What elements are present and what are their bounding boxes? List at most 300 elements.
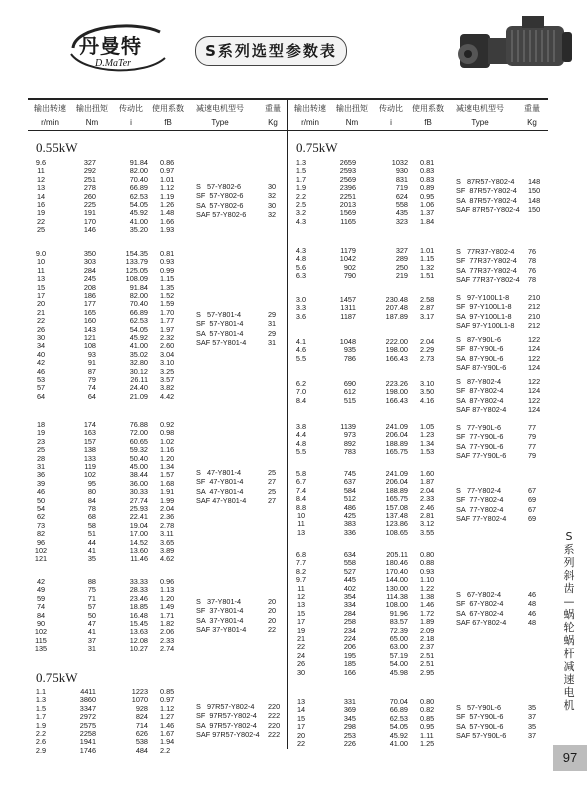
speed-value: 16 (36, 200, 46, 209)
ratio-value: 327 (395, 246, 408, 255)
service-factor-value: 1.12 (160, 183, 175, 193)
header-ratio-right (374, 104, 408, 128)
side-label-char: 蜗 (563, 634, 575, 647)
ratio-value: 70.40 (129, 299, 148, 309)
service-factor-value: 1.26 (160, 200, 175, 209)
ratio-value: 16.48 (129, 610, 148, 620)
speed-value: 22 (296, 642, 306, 652)
torque-value: 425 (343, 511, 356, 520)
speed-value: 1.7 (35, 712, 47, 722)
speed-value: 17 (36, 291, 46, 300)
speed-value: 11 (37, 265, 45, 275)
speed-value: 1.3 (295, 158, 307, 167)
ratio-value: 66.89 (129, 183, 148, 193)
torque-value: 3347 (79, 703, 96, 713)
header-label: 重量 (265, 104, 281, 113)
service-factor-value: 0.80 (420, 697, 435, 706)
weight-list (528, 335, 540, 372)
ratio-value: 70.04 (389, 697, 408, 706)
torque-value: 690 (343, 379, 356, 388)
reducer-type: SA 87R57-Y802-4 (456, 195, 517, 205)
speed-value: 2.2 (295, 191, 307, 201)
service-factor-value: 3.04 (160, 349, 175, 359)
torque-value: 298 (343, 722, 356, 732)
ratio-value: 538 (135, 737, 148, 747)
header-weight-left (260, 104, 286, 128)
service-factor-value: 1.01 (160, 174, 175, 184)
torque-value: 2575 (79, 720, 96, 730)
speed-value: 3.2 (295, 208, 307, 218)
reducer-type: SF 67-Y802-4 (456, 599, 504, 609)
speed-value: 59 (36, 593, 46, 603)
service-factor-value: 1.67 (160, 729, 175, 738)
header-label: 使用系数 (152, 104, 184, 113)
ratio-value: 72.00 (129, 428, 148, 438)
ratio-value: 108.65 (385, 527, 408, 537)
ratio-value: 123.86 (385, 519, 408, 529)
torque-value: 1941 (79, 737, 96, 747)
speed-value: 15 (296, 713, 306, 723)
ratio-value: 54.05 (129, 200, 148, 209)
reducer-type-list (456, 590, 506, 627)
ratio-value: 35.20 (129, 225, 148, 235)
reducer-type: SA 97R57-Y802-4 (196, 720, 257, 730)
ratio-value: 11.46 (130, 554, 148, 564)
gear-motor-illustration (452, 8, 580, 90)
reducer-type-list (196, 182, 246, 219)
weight-value: 220 (268, 702, 281, 711)
weight-value: 48 (528, 617, 537, 627)
torque-value: 41 (87, 627, 96, 637)
service-factor-value: 3.55 (420, 527, 435, 537)
torque-value: 515 (343, 395, 356, 405)
speed-value: 1.9 (35, 720, 47, 730)
reducer-type: SF 87-Y802-4 (456, 386, 504, 396)
ratio-value: 82.00 (129, 166, 148, 176)
section-power-label: 0.55kW (36, 140, 78, 155)
weight-value: 78 (528, 274, 537, 284)
speed-value: 73 (36, 520, 46, 530)
ratio-value: 72.39 (389, 625, 408, 635)
reducer-type: SAF 67-Y802-4 (456, 617, 507, 627)
torque-value: 177 (83, 299, 96, 309)
service-factor-value: 3.17 (420, 311, 435, 321)
torque-value: 225 (83, 200, 96, 209)
ratio-value: 125.05 (125, 265, 148, 275)
service-factor-value: 0.83 (420, 166, 435, 176)
ratio-value: 26.11 (130, 375, 148, 384)
weight-list (528, 377, 540, 414)
weight-value: 122 (528, 353, 541, 363)
speed-value: 13 (296, 600, 306, 610)
side-label-char: 减 (563, 660, 575, 673)
weight-value: 148 (528, 195, 541, 205)
ratio-value: 1032 (391, 158, 408, 167)
speed-value: 13 (296, 527, 306, 537)
speed-value: 1.7 (295, 174, 307, 184)
weight-value: 148 (528, 177, 541, 186)
speed-value: 42 (36, 577, 46, 586)
torque-value: 445 (343, 575, 356, 585)
reducer-type: SA 87-Y90L-6 (456, 353, 504, 363)
ratio-value: 13.63 (129, 627, 148, 637)
torque-value: 37 (87, 635, 96, 645)
service-factor-value: 1.15 (160, 274, 175, 284)
torque-value: 303 (83, 257, 96, 267)
ratio-value: 289 (395, 254, 408, 264)
torque-value: 1746 (79, 745, 96, 755)
service-factor-value: 1.22 (420, 583, 435, 593)
torque-value: 486 (343, 502, 356, 512)
weight-value: 122 (528, 395, 541, 405)
torque-value: 234 (343, 625, 356, 635)
reducer-type: SAF 87R57-Y802-4 (456, 204, 520, 214)
weight-list (528, 247, 536, 284)
weight-list (268, 468, 276, 505)
weight-value: 46 (528, 590, 537, 599)
service-factor-value: 0.83 (420, 174, 435, 184)
reducer-type: S 57-Y802-6 (196, 182, 242, 191)
ratio-value: 25.93 (129, 504, 148, 513)
speed-value: 3.8 (295, 422, 307, 431)
side-label-char: 列 (563, 556, 575, 569)
service-factor-value: 1.06 (420, 200, 435, 209)
speed-value: 4.1 (295, 337, 307, 346)
torque-value: 121 (83, 333, 96, 342)
ratio-value: 21.09 (129, 391, 148, 401)
ratio-value: 222.00 (385, 337, 408, 346)
speed-value: 21 (36, 307, 46, 317)
service-factor-value: 1.48 (160, 208, 175, 218)
header-unit: Type (211, 118, 229, 127)
header-unit: i (390, 118, 392, 127)
service-factor-value: 1.46 (160, 720, 175, 730)
torque-value: 71 (87, 593, 96, 603)
ratio-value: 76.88 (129, 420, 148, 429)
service-factor-value: 1.91 (160, 487, 175, 497)
reducer-type: S 77-Y802-4 (456, 486, 502, 495)
ratio-value: 41.00 (389, 739, 408, 748)
service-factor-value: 3.12 (420, 519, 435, 529)
torque-value: 345 (343, 713, 356, 723)
service-factor-value: 2.37 (420, 642, 435, 652)
speed-value: 62 (36, 512, 46, 522)
ratio-value: 83.57 (389, 617, 408, 627)
reducer-type: S 77-Y90L-6 (456, 423, 502, 432)
torque-value: 1569 (339, 208, 356, 218)
ratio-value: 70.40 (129, 174, 148, 184)
torque-value: 292 (83, 166, 96, 176)
torque-value: 1048 (339, 337, 356, 346)
weight-value: 30 (268, 182, 277, 191)
service-factor-value: 1.10 (420, 575, 435, 585)
torque-value: 206 (343, 642, 356, 652)
speed-value: 4.8 (295, 254, 307, 264)
torque-value: 558 (343, 558, 356, 568)
ratio-value: 198.00 (385, 345, 408, 355)
side-label-char: 杆 (563, 647, 575, 660)
ratio-value: 157.08 (385, 502, 408, 512)
torque-value: 2659 (339, 158, 356, 167)
ratio-value: 23.46 (129, 593, 148, 603)
service-factor-value: 2.58 (420, 295, 435, 304)
ratio-value: 41.00 (129, 341, 148, 351)
speed-value: 102 (34, 546, 48, 555)
side-category-label (562, 530, 576, 712)
ratio-value: 62.53 (129, 316, 148, 326)
service-factor-value: 3.89 (160, 546, 175, 555)
header-torque-right (332, 104, 372, 128)
header-ratio-left (114, 104, 148, 128)
speed-value: 5.5 (295, 353, 307, 363)
torque-value: 35 (87, 554, 96, 564)
service-factor-value: 1.19 (160, 191, 175, 201)
weight-value: 210 (528, 293, 541, 302)
torque-value: 260 (83, 191, 96, 201)
reducer-type: S 47-Y801-4 (196, 468, 242, 477)
weight-value: 77 (528, 441, 537, 451)
reducer-type: SAF 87-Y802-4 (456, 404, 507, 414)
ratio-value: 626 (135, 729, 148, 738)
reducer-type: SAF 57-Y90L-6 (456, 730, 507, 740)
ratio-value: 45.92 (389, 730, 408, 740)
service-factor-value: 3.25 (160, 366, 175, 376)
service-factor-value: 0.97 (160, 166, 175, 176)
reducer-type: S 57-Y801-4 (196, 310, 242, 319)
service-factor-value: 1.51 (420, 271, 435, 281)
reducer-type-list (456, 335, 506, 372)
service-factor-value: 1.27 (160, 712, 175, 722)
ratio-value: 558 (395, 200, 408, 209)
header-label: 减速电机型号 (456, 104, 504, 113)
torque-value: 336 (343, 527, 356, 537)
service-factor-value: 2.74 (160, 644, 175, 654)
weight-list (528, 486, 536, 523)
service-factor-value: 1.99 (160, 495, 175, 505)
speed-value: 64 (36, 391, 46, 401)
service-factor-value: 2.33 (160, 635, 175, 645)
service-factor-value: 1.77 (160, 316, 175, 326)
speed-value: 4.6 (295, 345, 307, 355)
speed-value: 3.6 (295, 311, 307, 321)
gear-motor-icon (452, 8, 580, 90)
service-factor-value: 0.81 (160, 249, 175, 258)
service-factor-value: 0.93 (160, 257, 175, 267)
service-factor-value: 2.18 (420, 634, 435, 643)
weight-value: 124 (528, 362, 541, 372)
reducer-type-list (456, 293, 514, 330)
ratio-value: 930 (395, 166, 408, 176)
weight-value: 35 (528, 703, 537, 712)
weight-value: 150 (528, 186, 541, 196)
ratio-value: 22.41 (129, 512, 148, 522)
speed-value: 1.5 (35, 703, 47, 713)
speed-value: 4.3 (295, 246, 307, 255)
header-label: 输出扭矩 (76, 104, 108, 113)
speed-value: 40 (36, 349, 46, 359)
torque-value: 327 (83, 158, 96, 167)
header-unit: fB (164, 118, 172, 127)
ratio-value: 36.00 (129, 478, 148, 488)
reducer-type: SF 97-Y100L1-8 (456, 302, 512, 312)
reducer-type: SF 97R57-Y802-4 (196, 711, 257, 721)
torque-value: 51 (87, 529, 96, 539)
weight-value: 25 (268, 468, 277, 477)
speed-value: 26 (296, 659, 306, 669)
speed-value: 121 (34, 554, 48, 564)
torque-value: 935 (343, 345, 356, 355)
service-factor-value: 1.13 (160, 585, 175, 595)
speed-value: 25 (36, 225, 46, 235)
speed-value: 49 (36, 585, 46, 595)
reducer-type: S 87R57-Y802-4 (456, 177, 515, 186)
header-label: 传动比 (119, 104, 143, 113)
reducer-type: SA 77-Y90L-6 (456, 441, 504, 451)
torque-value: 79 (87, 375, 96, 384)
speed-value: 9.0 (35, 249, 47, 258)
speed-value: 7.0 (295, 387, 307, 397)
reducer-type: SAF 77-Y90L-6 (456, 450, 507, 460)
speed-value: 31 (36, 462, 46, 471)
speed-value: 13 (36, 183, 46, 193)
speed-value: 13 (36, 274, 46, 284)
weight-value: 20 (268, 606, 277, 616)
torque-value: 58 (87, 520, 96, 530)
reducer-type: S 37-Y801-4 (196, 597, 242, 606)
service-factor-value: 1.97 (160, 324, 175, 334)
speed-value: 17 (296, 617, 306, 627)
speed-value: 19 (296, 625, 306, 635)
service-factor-value: 1.37 (420, 208, 435, 218)
speed-value: 20 (296, 730, 306, 740)
ratio-value: 108.09 (125, 274, 148, 284)
speed-value: 28 (36, 453, 46, 463)
ratio-value: 30.12 (129, 366, 148, 376)
service-factor-value: 2.29 (420, 345, 435, 355)
speed-value: 36 (36, 470, 46, 480)
torque-value: 165 (83, 307, 96, 317)
header-label: 输出扭矩 (336, 104, 368, 113)
torque-value: 634 (343, 550, 356, 559)
service-factor-value: 2.06 (160, 627, 175, 637)
torque-value: 166 (343, 667, 356, 677)
torque-value: 3860 (79, 695, 96, 705)
reducer-type: SF 77R37-Y802-4 (456, 256, 517, 266)
service-factor-value: 2.73 (420, 353, 435, 363)
torque-value: 44 (87, 537, 96, 547)
ratio-value: 180.46 (385, 558, 408, 568)
weight-list (268, 182, 276, 219)
ratio-value: 137.48 (385, 511, 408, 520)
reducer-type: S 87-Y802-4 (456, 377, 502, 386)
ratio-value: 435 (395, 208, 408, 218)
torque-value: 512 (343, 494, 356, 504)
torque-value: 2251 (339, 191, 356, 201)
torque-value: 170 (83, 216, 96, 226)
service-factor-value: 1.20 (160, 453, 175, 463)
weight-value: 212 (528, 302, 541, 312)
weight-list (528, 177, 540, 214)
speed-value: 24 (296, 650, 306, 660)
speed-value: 22 (36, 216, 46, 226)
speed-value: 19 (36, 208, 46, 218)
speed-value: 5.5 (295, 447, 307, 457)
ratio-value: 45.92 (129, 333, 148, 342)
service-factor-value: 1.46 (420, 600, 435, 610)
ratio-value: 33.33 (129, 577, 148, 586)
header-unit: Nm (85, 118, 99, 127)
header-unit: Kg (527, 118, 537, 127)
ratio-value: 130.00 (385, 583, 408, 593)
ratio-value: 35.02 (129, 349, 148, 359)
torque-value: 2013 (339, 200, 356, 209)
reducer-type: SF 57-Y801-4 (196, 319, 244, 329)
torque-value: 87 (87, 366, 96, 376)
ratio-value: 63.00 (389, 642, 408, 652)
ratio-value: 108.00 (385, 600, 408, 610)
speed-value: 19 (36, 428, 46, 438)
speed-value: 2.2 (35, 729, 47, 738)
ratio-value: 188.89 (385, 485, 408, 495)
reducer-type: SF 57-Y90L-6 (456, 712, 504, 722)
service-factor-value: 2.51 (420, 659, 435, 669)
ratio-value: 241.09 (385, 469, 408, 478)
speed-value: 135 (34, 644, 48, 654)
ratio-value: 165.75 (385, 447, 408, 457)
torque-value: 584 (343, 485, 356, 495)
header-label: 输出转速 (34, 104, 66, 113)
header-service-right (408, 104, 448, 128)
ratio-value: 38.44 (129, 470, 148, 480)
speed-value: 26 (36, 324, 46, 334)
reducer-type-list (196, 597, 246, 634)
reducer-type: SF 87-Y90L-6 (456, 344, 504, 354)
service-factor-value: 1.23 (420, 430, 435, 440)
ratio-value: 82.00 (129, 291, 148, 300)
ratio-value: 27.74 (129, 495, 148, 505)
weight-value: 79 (528, 450, 537, 460)
weight-value: 67 (528, 486, 537, 495)
service-factor-value: 1.32 (420, 262, 435, 272)
ratio-value: 714 (135, 720, 148, 730)
service-factor-value: 0.86 (160, 158, 175, 167)
service-factor-value: 2.33 (420, 494, 435, 504)
reducer-type-list (456, 377, 506, 414)
service-factor-value: 1.49 (160, 602, 175, 612)
reducer-type: SA 87-Y802-4 (456, 395, 504, 405)
weight-value: 76 (528, 265, 537, 275)
torque-value: 185 (343, 659, 356, 669)
torque-value: 91 (87, 358, 96, 368)
reducer-type: SA 57-Y90L-6 (456, 721, 504, 731)
service-factor-value: 1.87 (420, 477, 435, 487)
speed-value: 1.3 (35, 695, 47, 705)
reducer-type: SAF 97-Y100L1-8 (456, 320, 515, 330)
header-speed-left (30, 104, 70, 128)
side-label-char: S (565, 530, 573, 543)
header-unit: Nm (345, 118, 359, 127)
reducer-type: S 97-Y100L1-8 (456, 293, 510, 302)
service-factor-value: 1.68 (160, 478, 175, 488)
service-factor-value: 2.04 (160, 504, 175, 513)
ratio-value: 91.84 (129, 282, 148, 292)
ratio-value: 15.45 (129, 619, 148, 628)
table-top-rule (28, 98, 548, 100)
speed-value: 90 (36, 619, 46, 628)
torque-value: 80 (87, 487, 96, 497)
torque-value: 354 (343, 592, 356, 601)
torque-value: 1139 (340, 422, 356, 431)
